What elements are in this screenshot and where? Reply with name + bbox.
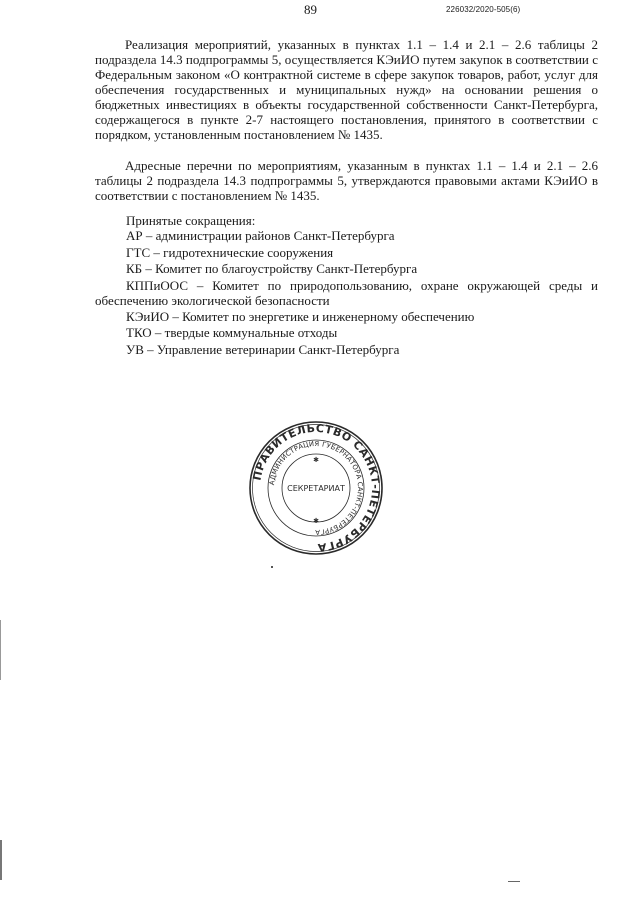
abbreviations-list: [95, 228, 598, 358]
stamp-inner-text: АДМИНИСТРАЦИЯ ГУБЕРНАТОРА САНКТ-ПЕТЕРБУРГА: [268, 439, 365, 537]
secretariat-stamp: [248, 420, 384, 556]
abbreviation-item: АР – администрации районов Санкт-Петербурга: [126, 228, 395, 243]
paragraph-address-lists: Адресные перечни по мероприятиям, указанным в пунктах 1.1 – 1.4 и 2.1 – 2.6 таблицы 2 подраздела 14.3 подпрограммы 5, утверждаются правовыми актами КЭиИО в соответствии с постановлением № 1435.: [95, 158, 598, 203]
abbreviation-item: УВ – Управление ветеринарии Санкт-Петербурга: [126, 341, 400, 357]
margin-mark: [0, 840, 2, 880]
abbreviation-item: ТКО – твердые коммунальные отходы: [126, 325, 338, 340]
stamp-center-text: СЕКРЕТАРИАТ: [287, 484, 345, 493]
document-code: 226032/2020-505(6): [446, 5, 521, 14]
abbreviation-item: КБ – Комитет по благоустройству Санкт-Петербурга: [126, 261, 418, 276]
stamp-star-icon: ✱: [313, 456, 319, 464]
ink-dot: [271, 566, 273, 568]
abbreviations-heading: Принятые сокращения:: [126, 213, 256, 228]
stamp-star-icon: ✱: [313, 517, 319, 525]
abbreviation-item: ГТС – гидротехнические сооружения: [126, 244, 334, 260]
paragraph-implementation: Реализация мероприятий, указанных в пунктах 1.1 – 1.4 и 2.1 – 2.6 таблицы 2 подраздела 14.3 подпрограммы 5, осуществляется КЭиИО путем закупок в соответствии с Федеральным законом «О контрактной системе в сфере закупок товаров, работ, услуг для обеспечения государственных и муниципальных нужд» на основании решения о бюджетных инвестициях в объекты государственной собственности Санкт-Петербурга, содержащегося в пункте 2-7 настоящего постановления, принятого в соответствии с порядком, установленным постановлением № 1435.: [95, 37, 598, 142]
footer-mark: [508, 881, 520, 882]
stamp-outer-text: ПРАВИТЕЛЬСТВО САНКТ-ПЕТЕРБУРГА: [250, 421, 383, 555]
abbreviation-item: КППиООС – Комитет по природопользованию, охране окружающей среды и обеспечению экологической безопасности: [95, 277, 598, 308]
page-number: 89: [304, 2, 317, 17]
margin-mark: [0, 620, 1, 680]
abbreviation-item: КЭиИО – Комитет по энергетике и инженерному обеспечению: [126, 308, 475, 324]
